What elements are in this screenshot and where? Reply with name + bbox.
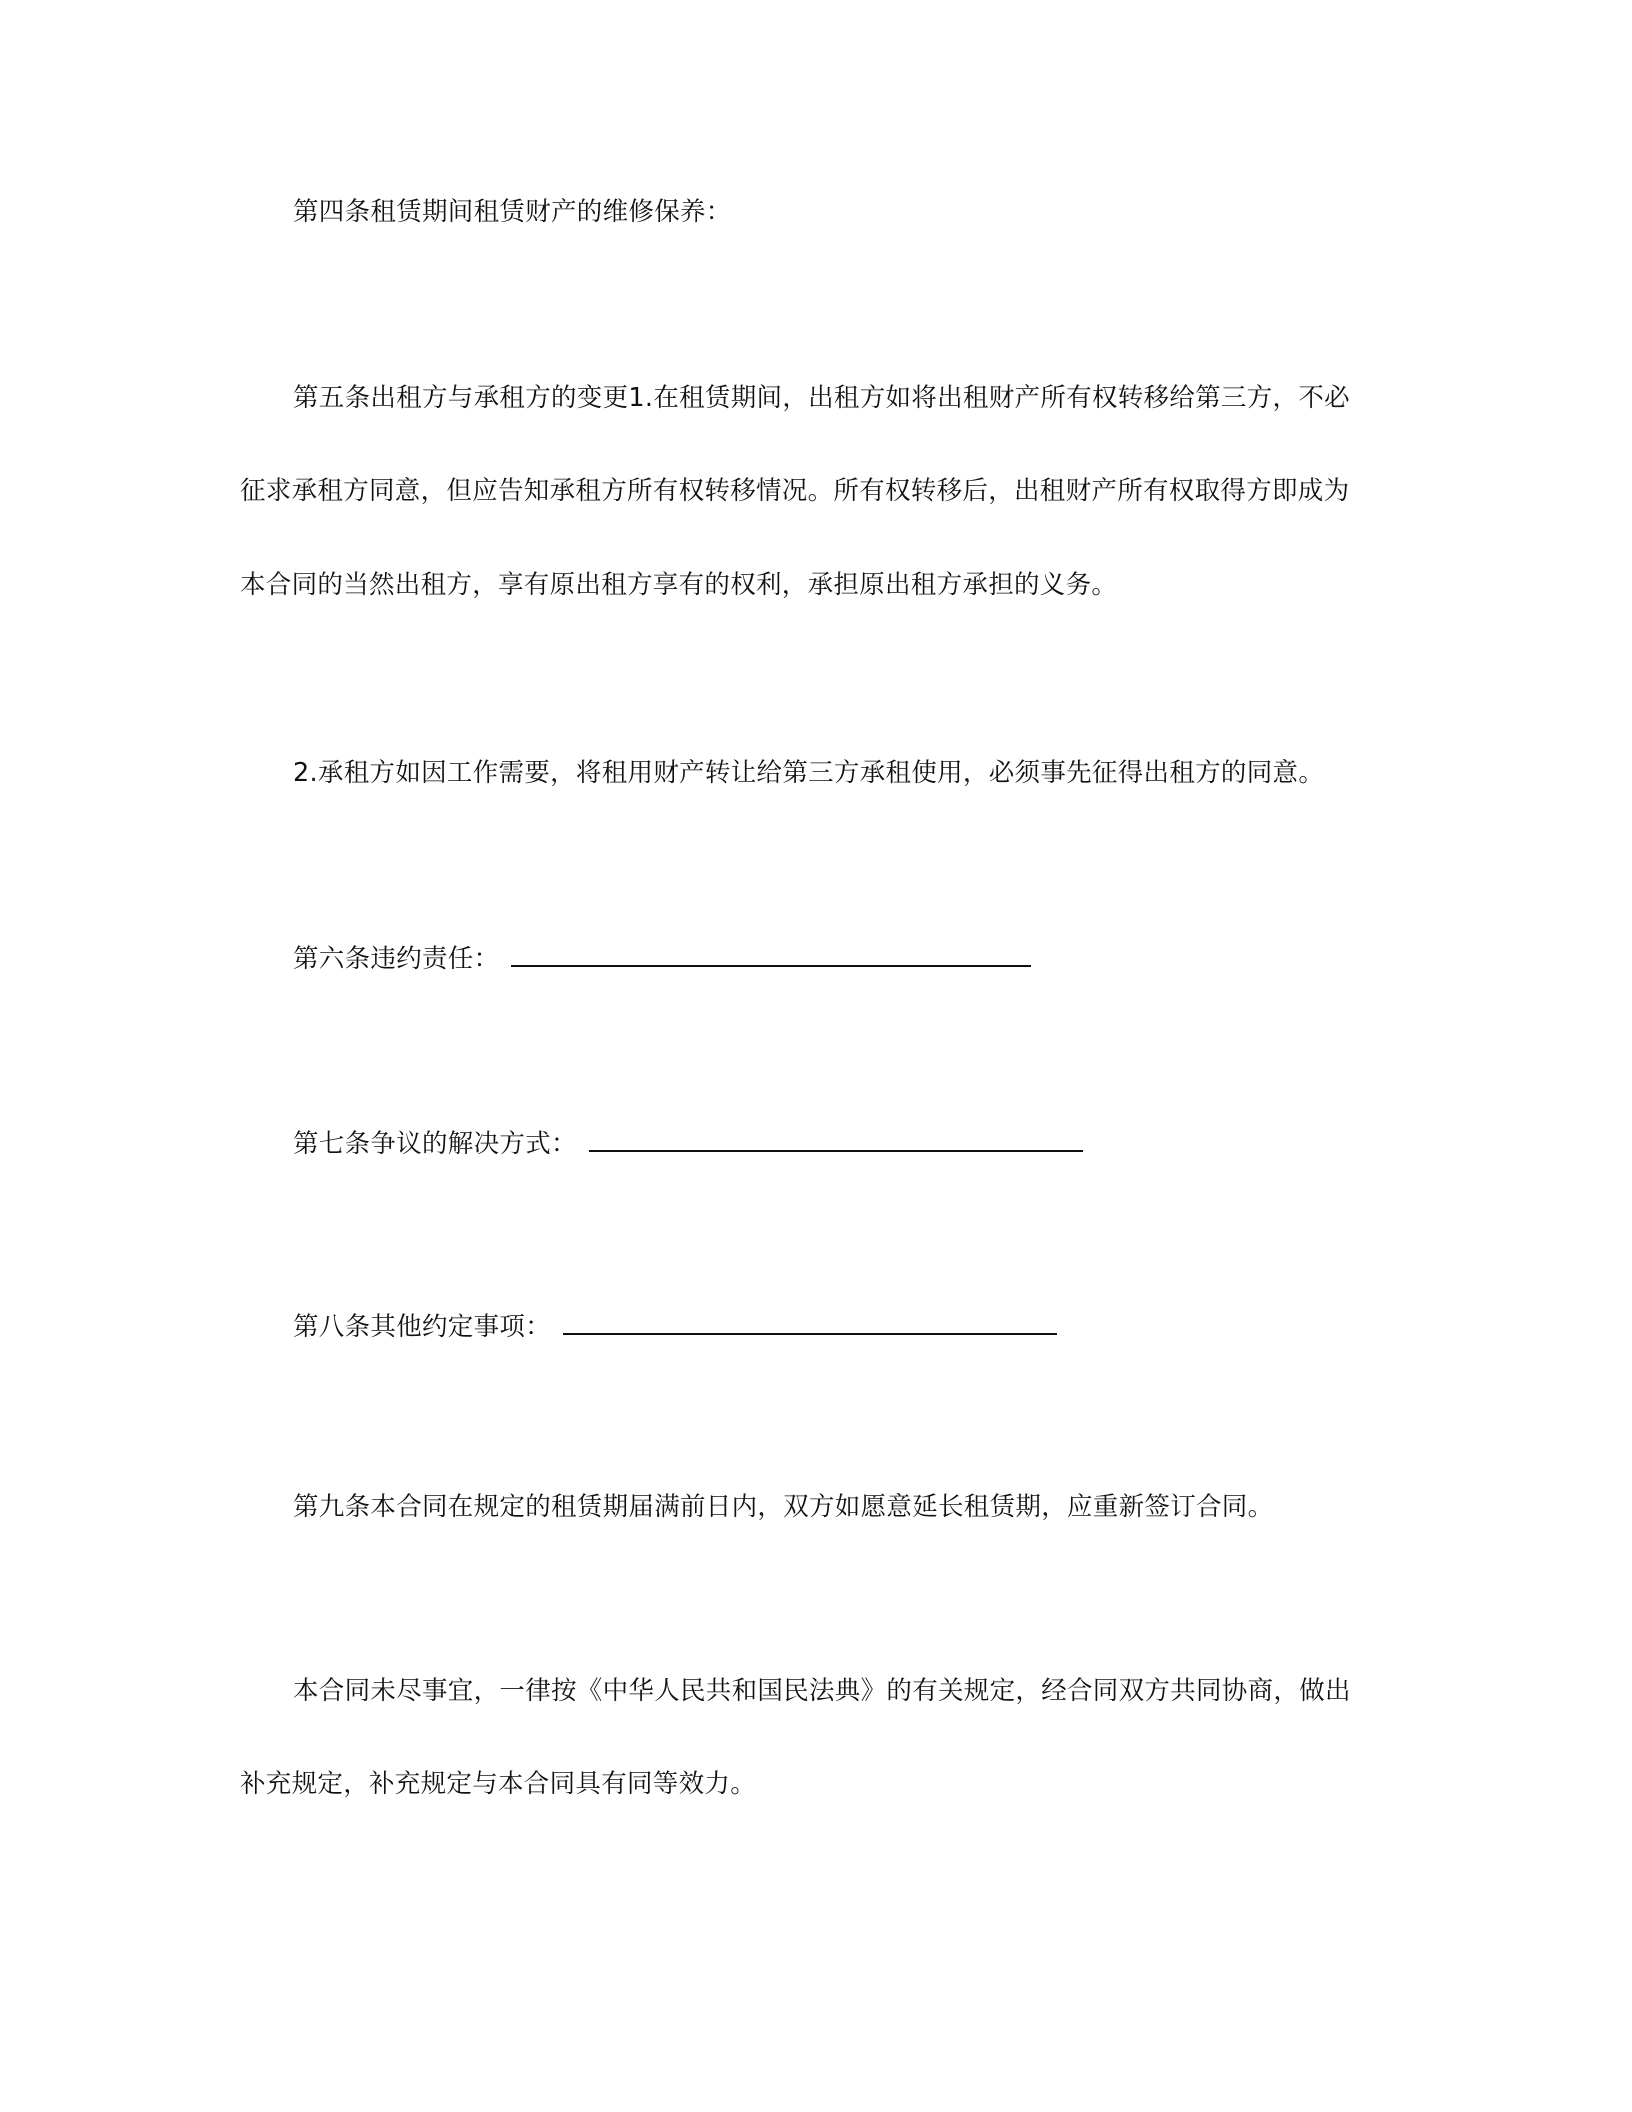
article-6-row (293, 937, 1031, 977)
closing-line-1: 本合同未尽事宜，一律按《中华人民共和国民法典》的有关规定，经合同双方共同协商，做出 (293, 1676, 1351, 1706)
article-7-label: 第七条争议的解决方式： (293, 1129, 577, 1159)
article-5-line-2: 征求承租方同意，但应告知承租方所有权转移情况。所有权转移后，出租财产所有权取得方即成为 (240, 476, 1350, 506)
article-6-label: 第六条违约责任： (293, 944, 500, 974)
article-8-label: 第八条其他约定事项： (293, 1312, 552, 1342)
article-7-blank-field (589, 1122, 1083, 1152)
closing-line-2: 补充规定，补充规定与本合同具有同等效力。 (240, 1769, 757, 1799)
article-7-row (293, 1122, 1083, 1162)
article-5-line-3: 本合同的当然出租方，享有原出租方享有的权利，承担原出租方承担的义务。 (240, 570, 1118, 600)
article-5-item-2: 2.承租方如因工作需要，将租用财产转让给第三方承租使用，必须事先征得出租方的同意。 (293, 758, 1325, 788)
article-4-heading: 第四条租赁期间租赁财产的维修保养： (293, 197, 732, 227)
article-8-row (293, 1305, 1057, 1345)
article-9-text: 第九条本合同在规定的租赁期届满前日内，双方如愿意延长租赁期，应重新签订合同。 (293, 1492, 1274, 1522)
article-6-blank-field (511, 937, 1031, 967)
article-5-line-1: 第五条出租方与承租方的变更1.在租赁期间，出租方如将出租财产所有权转移给第三方，不必 (293, 383, 1350, 413)
article-8-blank-field (563, 1305, 1057, 1335)
